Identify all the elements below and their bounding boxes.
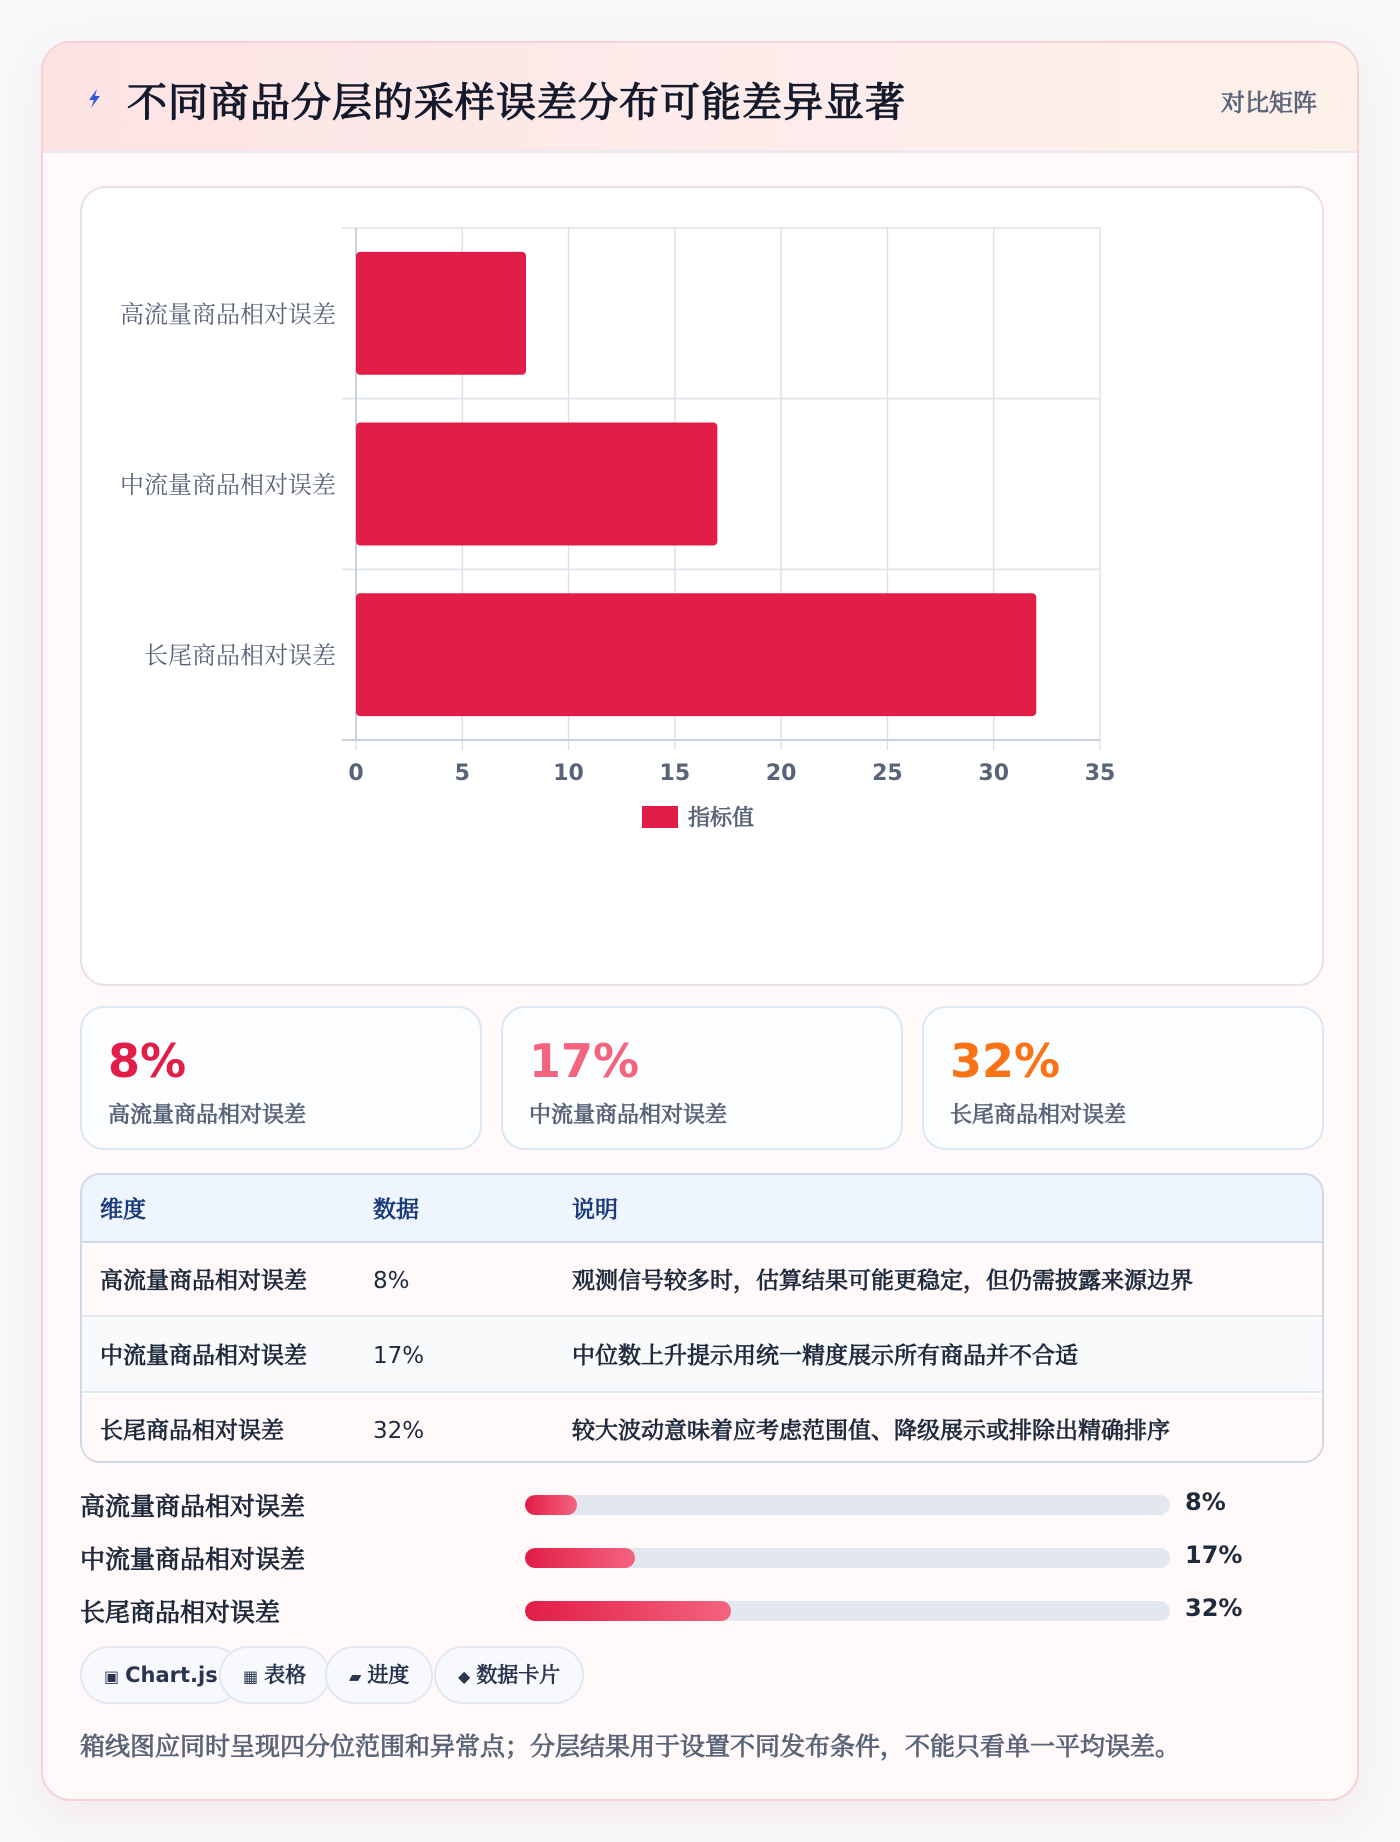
progress-label: 高流量商品相对误差	[80, 1492, 306, 1521]
bar	[356, 423, 717, 546]
table-cell: 较大波动意味着应考虑范围值、降级展示或排除出精确排序	[572, 1418, 1170, 1444]
table-cell: 高流量商品相对误差	[100, 1268, 307, 1294]
progress-fill	[525, 1495, 577, 1515]
lightning-icon	[81, 85, 107, 111]
progress-row	[80, 1483, 1324, 1523]
x-tick-label: 10	[553, 761, 584, 786]
progress-label: 中流量商品相对误差	[80, 1545, 306, 1574]
y-tick-label: 高流量商品相对误差	[120, 300, 336, 329]
header	[43, 43, 1357, 153]
x-tick-label: 35	[1084, 761, 1116, 786]
stat-label: 中流量商品相对误差	[529, 1103, 728, 1128]
table-cell: 17%	[373, 1343, 425, 1369]
header-tag: 对比矩阵	[1221, 89, 1317, 117]
bar-chart	[82, 188, 1326, 988]
y-tick-label: 长尾商品相对误差	[144, 641, 336, 670]
table-cell: 长尾商品相对误差	[100, 1418, 284, 1444]
progress-label: 长尾商品相对误差	[80, 1598, 281, 1627]
x-tick-label: 5	[454, 761, 470, 786]
chart-panel	[80, 186, 1324, 986]
main-card	[41, 41, 1359, 1801]
stat-card-mid	[501, 1006, 903, 1150]
chip-label: 表格	[264, 1663, 307, 1687]
stat-card-high	[80, 1006, 482, 1150]
x-tick-label: 30	[978, 761, 1010, 786]
progress-list	[80, 1483, 1324, 1648]
progress-track	[525, 1495, 1170, 1515]
feature-chips	[80, 1646, 1324, 1704]
progress-track	[525, 1548, 1170, 1568]
x-tick-label: 15	[659, 761, 691, 786]
chip-label: 进度	[367, 1663, 410, 1687]
x-tick-label: 20	[765, 761, 797, 786]
page-title: 不同商品分层的采样误差分布可能差异显著	[127, 80, 906, 126]
stat-card-long-tail	[922, 1006, 1324, 1150]
chip-label: 数据卡片	[476, 1663, 561, 1687]
bar	[356, 252, 526, 375]
progress-value: 8%	[1185, 1488, 1226, 1516]
x-tick-label: 0	[348, 761, 364, 786]
table-header-row	[82, 1175, 1322, 1243]
chip-data-card[interactable]	[434, 1646, 584, 1704]
stat-cards	[80, 1006, 1324, 1150]
progress-row	[80, 1536, 1324, 1576]
chip-progress[interactable]	[325, 1646, 433, 1704]
table-row	[82, 1245, 1322, 1317]
chip-label: Chart.js	[125, 1663, 218, 1687]
stat-label: 高流量商品相对误差	[108, 1103, 307, 1128]
progress-value: 17%	[1185, 1541, 1243, 1569]
table-cell: 中流量商品相对误差	[100, 1343, 307, 1369]
y-tick-label: 中流量商品相对误差	[120, 471, 336, 499]
chart-icon: ▣	[104, 1667, 120, 1686]
stat-value: 8%	[108, 1034, 187, 1088]
table-row	[82, 1319, 1322, 1393]
chip-chartjs[interactable]	[80, 1646, 242, 1704]
table-row	[82, 1395, 1322, 1463]
stat-value: 17%	[529, 1034, 640, 1088]
stat-value: 32%	[950, 1034, 1061, 1088]
bar	[356, 593, 1036, 716]
table-cell: 8%	[373, 1268, 410, 1294]
legend-label: 指标值	[688, 806, 755, 831]
table-header-cell: 数据	[373, 1197, 419, 1223]
table-cell: 中位数上升提示用统一精度展示所有商品并不合适	[572, 1343, 1078, 1369]
diamond-icon: ◆	[458, 1667, 471, 1686]
table-header-cell: 说明	[572, 1197, 618, 1223]
table-cell: 32%	[373, 1418, 425, 1444]
progress-track	[525, 1601, 1170, 1621]
progress-fill	[525, 1548, 635, 1568]
x-tick-label: 25	[872, 761, 903, 786]
footnote: 箱线图应同时呈现四分位范围和异常点；分层结果用于设置不同发布条件，不能只看单一平均误差。	[80, 1732, 1181, 1761]
progress-row	[80, 1589, 1324, 1629]
legend-swatch	[642, 806, 678, 828]
chip-table[interactable]	[219, 1646, 330, 1704]
progress-value: 32%	[1185, 1594, 1243, 1622]
table-header-cell: 维度	[100, 1197, 146, 1223]
table-icon: ▦	[243, 1667, 259, 1686]
stat-label: 长尾商品相对误差	[950, 1103, 1127, 1128]
data-table	[80, 1173, 1324, 1463]
progress-icon: ▰	[349, 1667, 362, 1686]
table-cell: 观测信号较多时，估算结果可能更稳定，但仍需披露来源边界	[572, 1268, 1193, 1294]
progress-fill	[525, 1601, 731, 1621]
